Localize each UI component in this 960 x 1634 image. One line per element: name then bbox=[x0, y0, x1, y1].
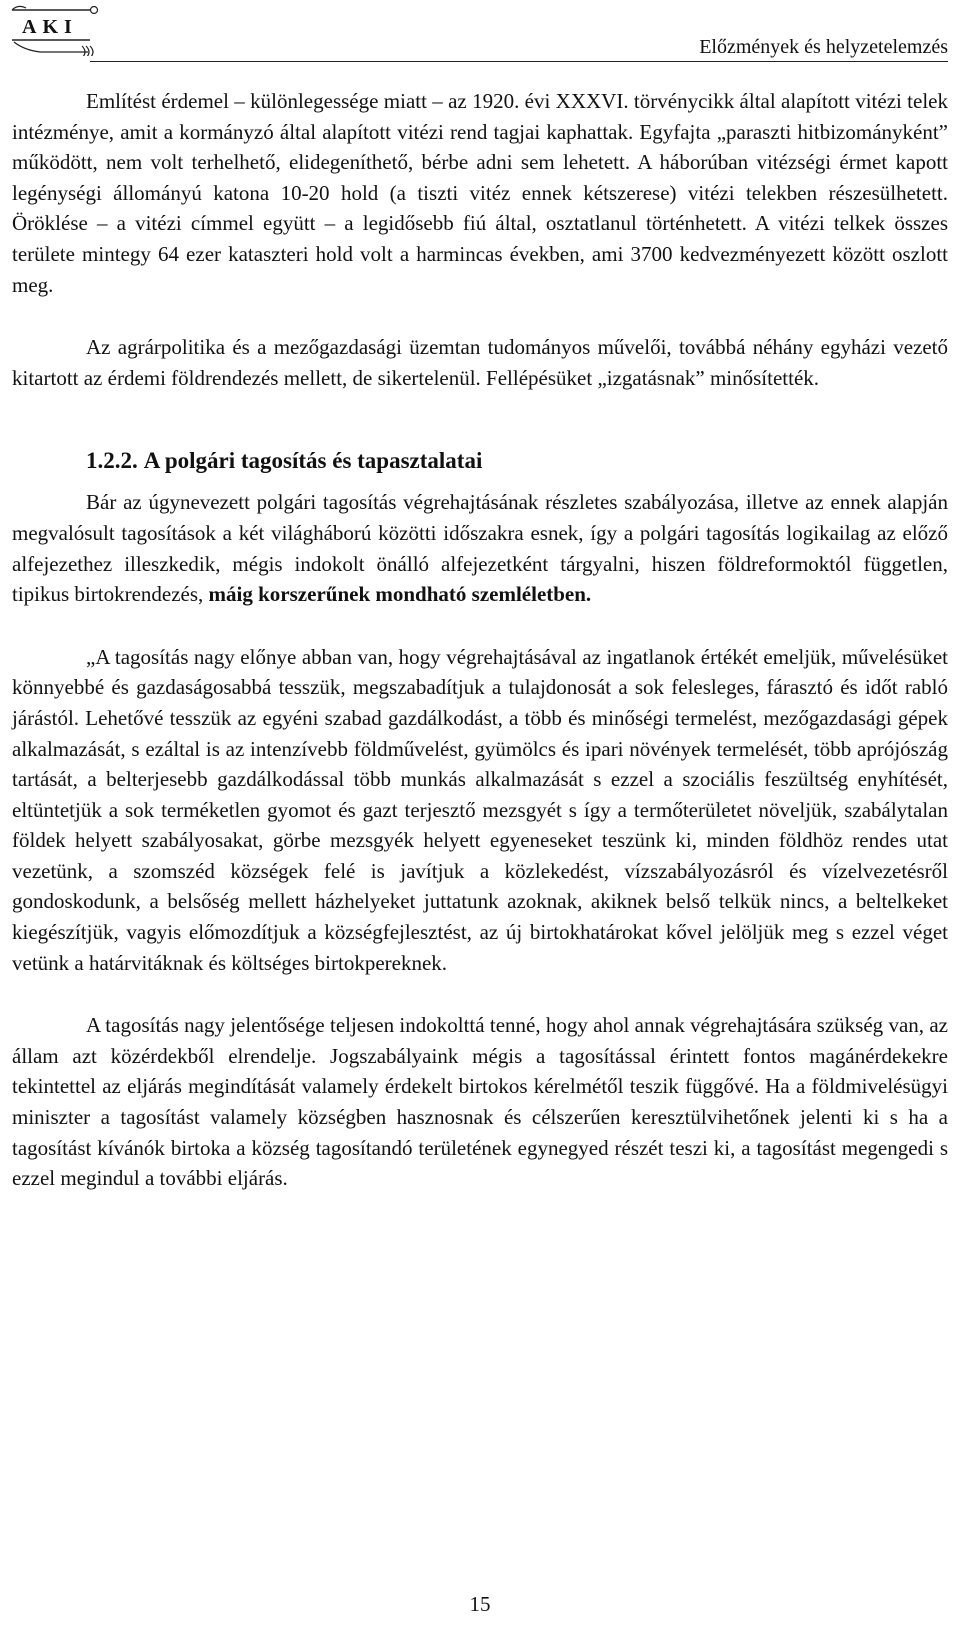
logo-text: AKI bbox=[22, 16, 78, 38]
paragraph-bold-emphasis: máig korszerűnek mondható szemléletben. bbox=[208, 582, 592, 607]
page-header bbox=[10, 0, 948, 58]
paragraph-vitezi-telek: Említést érdemel – különlegessége miatt – az 1920. évi XXXVI. törvénycikk által alapított vitézi telek intézménye, amit a kormányzó által alapított vitézi rend tagjai kaphattak. Egyfajta „paraszti hitbizományként” működött, nem volt terhelhető, elidegeníthető, bérbe adni sem lehetett. A háborúban vitézségi érmet kapott legénységi állományú katona 10-20 hold (a tiszti vitéz ennek kétszerese) vitézi telekben részesülhetett. Öröklése – a vitézi címmel együtt – a legidősebb fiú által, osztatlanul történhetett. A vitézi telkek összes területe mintegy 64 ezer kataszteri hold volt a harmincas években, ami 3700 kedvezményezett között oszlott meg. bbox=[12, 89, 948, 297]
header-divider bbox=[90, 61, 948, 62]
paragraph-text: Bár az úgynevezett polgári tagosítás végrehajtásának részletes szabályozása, illetve az ennek alapján megvalósult tagosítások a két világháború közötti időszakra esnek, így a polgári tagosítás logikailag az előző alfejezethez illeszkedik, mégis indokolt önálló alfejezetként tárgyalni, hiszen földreformoktól független, tipikus birtokrendezés, bbox=[12, 490, 948, 607]
page-number: 15 bbox=[469, 1592, 491, 1616]
paragraph-polgari-tagositas bbox=[12, 487, 948, 609]
paragraph-tagositas-jelentosege: A tagosítás nagy jelentősége teljesen indokolttá tenné, hogy ahol annak végrehajtására szükség van, az állam azt közérdekből elrendelje. Jogszabályaink mégis a tagosítással érintett fontos magánérdekekre tekintettel az eljárás megindítását valamely érdekelt birtokos kérelmétől teszik függővé. Ha a földmivelésügyi miniszter a tagosítást valamely községben hasznosnak és célszerűen keresztülvihetőnek jelenti ki s ha a tagosítást kívánók birtoka a község tagosítandó területének egynegyed részét teszi ki, a tagosítást megengedi s ezzel megindul a további eljárás. bbox=[12, 1013, 948, 1191]
paragraph-agrarpolitika: Az agrárpolitika és a mezőgazdasági üzemtan tudományos művelői, továbbá néhány egyházi vezető kitartott az érdemi földrendezés mellett, de sikertelenül. Fellépésüket „izgatásnak” minősítették. bbox=[12, 335, 948, 390]
section-heading bbox=[12, 445, 948, 477]
running-header-title: Előzmények és helyzetelemzés bbox=[699, 36, 948, 58]
paragraph-quote-tagositas-elonye: „A tagosítás nagy előnye abban van, hogy végrehajtásával az ingatlanok értékét emeljük, művelésüket könnyebbé és gazdaságosabbá tesszük, megszabadítjuk a tulajdonosát a sok felesleges, fárasztó és időt rabló járástól. Lehetővé tesszük az egyéni szabad gazdálkodást, a több és minőségi termelést, mezőgazdasági gépek alkalmazását, s ezáltal is az intenzívebb földművelést, gyümölcs és ipari növények termelését, több aprójószág tartását, a belterjesebb gazdálkodással több munkás alkalmazását s ezzel a szociális feszültség enyhítését, eltüntetjük a sok terméketlen gyomot és gazt terjesztő mezsgyét s így a termőterületet növeljük, szabálytalan földek helyett szabályosakat, görbe mezsgyék helyett egyeneseket teszünk ki, minden földhöz rendes utat vezetünk, a szomszéd községek felé is javítjuk a közlekedést, vízszabályozásról és vízelvezetésről gondoskodunk, a belsőség mellett házhelyeket juttatunk azoknak, akiknek belső telkük nincs, a beltelkeket kiegészítjük, vagyis előmozdítjuk a községfejlesztést, az új birtokhatárokat kővel jelöljük meg s ezzel véget vetünk a határvitáknak és költséges birtokpereknek. bbox=[12, 644, 948, 975]
aki-logo bbox=[10, 2, 102, 56]
page-body bbox=[12, 86, 948, 1194]
section-title: A polgári tagosítás és tapasztalatai bbox=[143, 448, 483, 474]
section-number: 1.2.2. bbox=[86, 448, 138, 474]
